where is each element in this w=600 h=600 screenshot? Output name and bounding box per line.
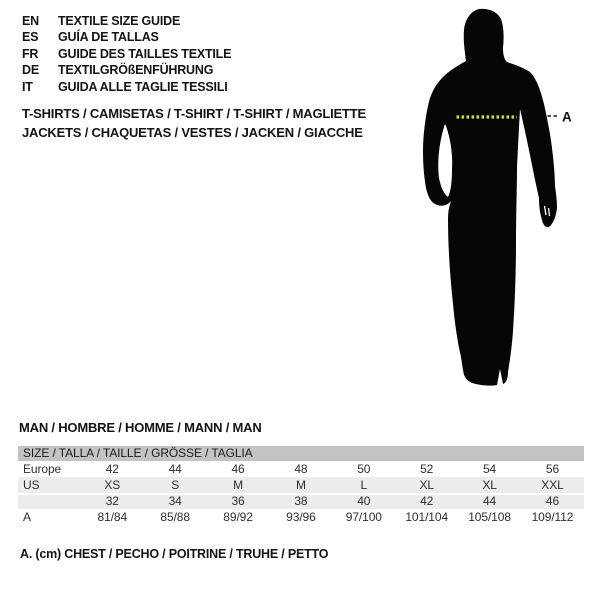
- row-label: Europe: [23, 462, 62, 476]
- size-table: [18, 446, 584, 525]
- size-cell: 54: [482, 462, 497, 476]
- category-line: JACKETS / CHAQUETAS / VESTES / JACKEN / GIACCHE: [22, 124, 363, 140]
- language-label: TEXTILE SIZE GUIDE: [58, 14, 181, 28]
- language-label: TEXTILGRÖßENFÜHRUNG: [58, 63, 214, 78]
- size-table-row: [18, 493, 584, 509]
- size-table-header: SIZE / TALLA / TAILLE / GRÖSSE / TAGLIA: [18, 446, 584, 461]
- size-cell: XXL: [541, 478, 564, 492]
- size-cell: 85/88: [160, 510, 190, 524]
- size-cell: 42: [395, 493, 458, 509]
- size-cell: 44: [168, 462, 182, 476]
- size-cell: 46: [231, 462, 245, 476]
- size-cell: S: [171, 478, 180, 492]
- size-cell: 34: [144, 493, 207, 509]
- language-code: IT: [22, 79, 33, 94]
- category-line: T-SHIRTS / CAMISETAS / T-SHIRT / T-SHIRT / MAGLIETTE: [22, 106, 366, 121]
- size-cell: 97/100: [345, 510, 382, 524]
- size-cell: XS: [104, 478, 121, 492]
- size-cell: 36: [207, 493, 270, 509]
- size-table-row: [18, 509, 584, 525]
- footnote: A. (cm) CHEST / PECHO / POITRINE / TRUHE / PETTO: [20, 547, 329, 561]
- man-silhouette-body: [423, 9, 557, 386]
- language-label: GUIDA ALLE TAGLIE TESSILI: [58, 79, 228, 94]
- size-cell: M: [233, 478, 244, 492]
- row-label: A: [23, 510, 31, 524]
- size-cell: 38: [270, 493, 333, 509]
- language-label: GUIDE DES TAILLES TEXTILE: [58, 46, 232, 61]
- size-cell: 109/112: [531, 510, 574, 524]
- size-cell: 32: [81, 493, 144, 509]
- size-cell: 48: [294, 462, 308, 476]
- size-cell: 56: [545, 462, 560, 476]
- language-code: DE: [22, 63, 39, 78]
- language-code: ES: [22, 30, 39, 45]
- size-cell: 93/96: [286, 510, 316, 524]
- language-code: FR: [22, 46, 39, 61]
- size-cell: 42: [105, 462, 119, 476]
- row-label: [18, 493, 81, 509]
- size-cell: 101/104: [405, 510, 449, 524]
- size-cell: L: [360, 478, 368, 492]
- size-cell: 81/84: [97, 510, 128, 524]
- size-cell: XL: [482, 478, 497, 492]
- size-cell: 44: [458, 493, 521, 509]
- section-title: MAN / HOMBRE / HOMME / MANN / MAN: [19, 420, 262, 435]
- language-label: GUÍA DE TALLAS: [58, 30, 159, 45]
- measure-label-a: A: [562, 109, 572, 125]
- size-cell: 52: [420, 462, 434, 476]
- size-cell: 105/108: [468, 510, 511, 524]
- size-cell: 40: [332, 493, 395, 509]
- size-cell: M: [295, 478, 306, 492]
- size-cell: 46: [521, 493, 584, 509]
- size-table-row: [18, 477, 584, 493]
- size-table-body: [18, 461, 584, 525]
- row-label: US: [23, 478, 40, 492]
- size-cell: 89/92: [223, 510, 253, 524]
- language-code: EN: [22, 14, 39, 28]
- size-table-header-row: [18, 446, 584, 461]
- size-cell: XL: [419, 478, 434, 492]
- size-table-row: [18, 461, 584, 477]
- size-cell: 50: [357, 462, 371, 476]
